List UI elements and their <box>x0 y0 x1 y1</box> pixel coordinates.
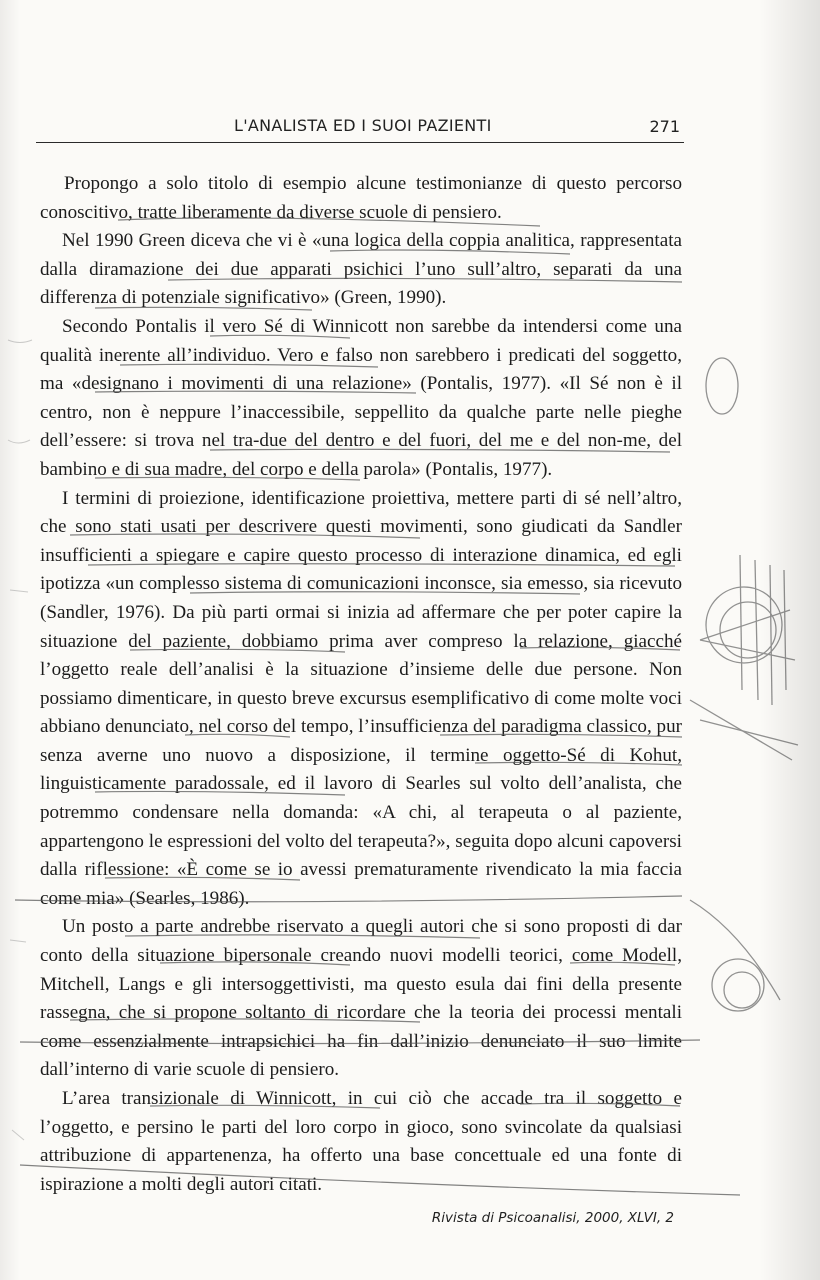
page-number: 271 <box>649 117 680 136</box>
paragraph-5: Un posto a parte andrebbe riservato a quegli autori che si sono proposti di dar conto della situazione bipersonale creando nuovi modelli teorici, come Modell, Mitchell, Langs e gli intersoggettivisti, ma questo esula dai fini della presente rassegna, che si propone soltanto di ricordare che la teoria dei processi mentali come essenzialmente intrapsichici ha fin dall’inizio denunciato il suo limite dall’interno di varie scuole di pensiero. <box>40 916 682 1081</box>
page-gutter-shadow <box>0 0 20 1280</box>
paragraph-3: Secondo Pontalis il vero Sé di Winnicott non sarebbe da intendersi come una qualità inerente all’individuo. Vero e falso non sarebbero i predicati del soggetto, ma «designano i movimenti di una relazione» (Pontalis, 1977). «Il Sé non è il centro, non è neppure l’inaccessibile, seppellito da qualche parte nelle pieghe dell’essere: si trova nel tra-due del dentro e del fuori, del me e del non-me, del bambino e di sua madre, del corpo e della parola» (Pontalis, 1977). <box>40 315 682 480</box>
paragraph-4: I termini di proiezione, identificazione proiettiva, mettere parti di sé nell’altro, che sono stati usati per descrivere questi movimenti, sono giudicati da Sandler insufficienti a spiegare e capire questo processo di interazione dinamica, ed egli ipotizza «un complesso sistema di comunicazioni inconsce, sia emesso, sia ricevuto (Sandler, 1976). Da più parti ormai si inizia ad affermare che per poter capire la situazione del paziente, dobbiamo prima aver compreso la relazione, giacché l’oggetto reale dell’analisi è la situazione d’insieme delle due persone. Non possiamo dimenticare, in questo breve excursus esemplificativo di come molte voci abbiano denunciato, nel corso del tempo, l’insufficienza del paradigma classico, pur senza averne uno nuovo a disposizione, il termine oggetto-Sé di Kohut, linguisticamente paradossale, ed il lavoro di Searles sul volto dell’analista, che potremmo condensare nella domanda: «A chi, al terapeuta o al paziente, appartengono le espressioni del volto del terapeuta?», seguita dopo alcuni capoversi dalla riflessione: «È come se io avessi prematuramente rivendicato la mia faccia come mia» (Searles, 1986). <box>40 487 682 909</box>
paragraph-1: Propongo a solo titolo di esempio alcune testimonianze di questo percorso conoscitivo, tratte liberamente da diverse scuole di pensiero. <box>40 173 682 223</box>
body-text <box>40 170 682 1199</box>
page-header <box>36 112 684 143</box>
page-edge-shadow <box>760 0 820 1280</box>
running-title: L'ANALISTA ED I SUOI PAZIENTI <box>234 116 492 135</box>
footer-citation: Rivista di Psicoanalisi, 2000, XLVI, 2 <box>431 1210 674 1226</box>
paragraph-6: L’area transizionale di Winnicott, in cui ciò che accade tra il soggetto e l’oggetto, e persino le parti del loro corpo in gioco, sono svincolate da qualsiasi attribuzione di appartenenza, ha offerto una base concettuale ed una fonte di ispirazione a molti degli autori citati. <box>40 1088 682 1195</box>
paragraph-2: Nel 1990 Green diceva che vi è «una logica della coppia analitica, rappresentata dalla diramazione dei due apparati psichici l’uno sull’altro, separati da una differenza di potenziale significativo» (Green, 1990). <box>40 230 682 309</box>
